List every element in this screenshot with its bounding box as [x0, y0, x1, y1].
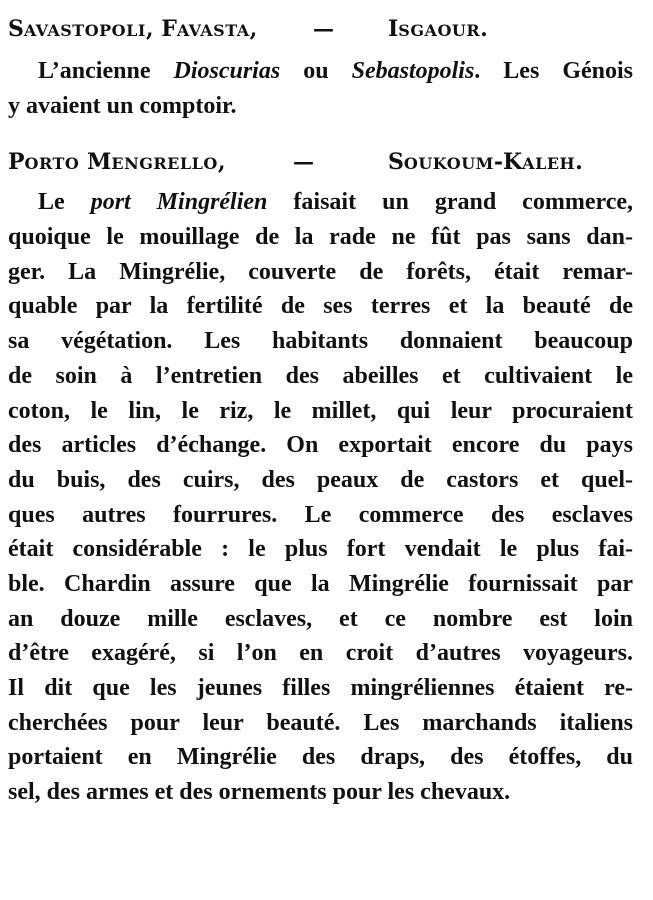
text-line: [8, 255, 633, 290]
text-line: [8, 289, 633, 324]
text-line: [8, 775, 633, 810]
place-name-text: PORTO MENGRELLO,: [8, 149, 226, 176]
text-segment: était considérable : le plus fort vendait le plus fai-: [8, 536, 633, 563]
heading-dash: —: [293, 149, 314, 175]
entry-heading-porto-mengrello: [8, 143, 633, 181]
text-segment: ou: [280, 58, 352, 84]
text-segment: portaient en Mingrélie des draps, des étoffes, du: [8, 744, 633, 771]
text-line: [8, 706, 633, 741]
text-line: [8, 532, 633, 567]
text-line: [8, 185, 633, 220]
text-line: [8, 428, 633, 463]
heading-dash: —: [313, 16, 334, 41]
text-segment: L’ancienne: [38, 58, 174, 84]
text-segment: sel, des armes et des ornements pour les chevaux.: [8, 779, 511, 806]
text-segment: faisait un grand commerce,: [267, 189, 633, 216]
text-line: [8, 324, 633, 359]
text-line: [8, 54, 633, 89]
paragraph-savastopoli: [8, 54, 633, 123]
text-segment: de soin à l’entretien des abeilles et cultivaient le: [8, 362, 633, 389]
italic-segment: port Mingrélien: [90, 189, 268, 216]
text-segment: . Les Génois: [474, 58, 634, 84]
text-segment: coton, le lin, le riz, le millet, qui leur procuraient: [8, 397, 633, 424]
text-segment: ger. La Mingrélie, couverte de forêts, était remar-: [8, 258, 633, 285]
text-line: [8, 740, 633, 775]
paragraph-porto-mengrello: [8, 185, 633, 809]
text-segment: quable par la fertilité de ses terres et la beauté de: [8, 293, 633, 320]
text-segment: ques autres fourrures. Le commerce des esclaves: [8, 501, 633, 528]
text-segment: y avaient un comptoir.: [8, 92, 237, 119]
italic-segment: Dioscurias: [173, 58, 281, 84]
italic-segment: Sebastopolis: [351, 58, 475, 84]
text-line: [8, 89, 633, 124]
text-line: [8, 463, 633, 498]
text-segment: sa végétation. Les habitants donnaient beaucoup: [8, 328, 633, 355]
place-name-text: SAVASTOPOLI, FAVASTA,: [8, 16, 258, 42]
modern-name-text: ISGAOUR.: [388, 16, 488, 42]
text-segment: an douze mille esclaves, et ce nombre est loin: [8, 605, 633, 632]
text-segment: cherchées pour leur beauté. Les marchands italiens: [8, 709, 633, 736]
place-name-historic: [8, 10, 313, 50]
text-segment: d’être exagéré, si l’on en croit d’autres voyageurs.: [8, 640, 633, 667]
text-line: [8, 394, 633, 429]
text-line: [8, 220, 633, 255]
modern-name-text: SOUKOUM-KALEH.: [388, 149, 583, 176]
text-line: [8, 602, 633, 637]
text-segment: du buis, des cuirs, des peaux de castors et quel-: [8, 466, 633, 493]
place-name-historic: [8, 143, 293, 183]
text-line: [8, 671, 633, 706]
text-line: [8, 498, 633, 533]
entry-heading-savastopoli: [8, 10, 633, 48]
place-name-modern: [388, 143, 583, 183]
text-segment: quoique le mouillage de la rade ne fût pas sans dan-: [8, 224, 633, 251]
document-page: [8, 10, 633, 810]
text-line: [8, 359, 633, 394]
text-line: [8, 567, 633, 602]
text-segment: Le: [38, 189, 91, 216]
text-segment: des articles d’échange. On exportait encore du pays: [8, 432, 633, 459]
place-name-modern: [388, 10, 488, 50]
text-segment: Il dit que les jeunes filles mingréliennes étaient re-: [8, 675, 633, 701]
text-segment: ble. Chardin assure que la Mingrélie fournissait par: [8, 570, 633, 597]
text-line: [8, 636, 633, 671]
section-gap: [8, 123, 633, 143]
